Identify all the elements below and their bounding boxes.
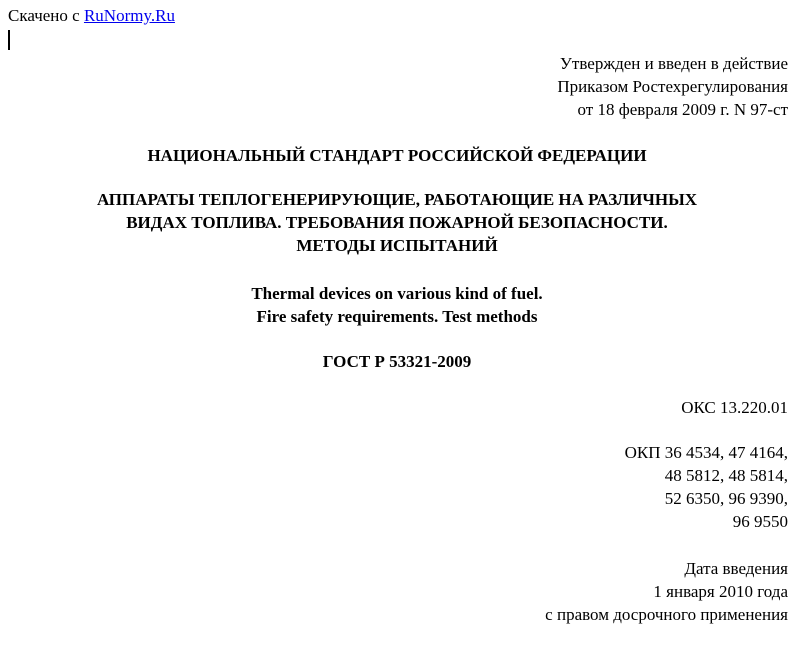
approval-line: от 18 февраля 2009 г. N 97-ст xyxy=(577,100,788,119)
effective-date-block xyxy=(545,557,788,626)
okp-line: 52 6350, 96 9390, xyxy=(664,489,788,508)
title-line: ВИДАХ ТОПЛИВА. ТРЕБОВАНИЯ ПОЖАРНОЙ БЕЗОПАСНОСТИ. xyxy=(126,213,668,232)
text-cursor xyxy=(8,30,10,50)
approval-line: Приказом Ростехрегулирования xyxy=(557,77,788,96)
gost-code-text: ГОСТ Р 53321-2009 xyxy=(322,352,472,371)
runormy-link[interactable]: RuNormy.Ru xyxy=(83,6,175,25)
okp-line: ОКП 36 4534, 47 4164, xyxy=(624,443,788,462)
title-line: МЕТОДЫ ИСПЫТАНИЙ xyxy=(296,236,498,255)
okp-line: 48 5812, 48 5814, xyxy=(664,466,788,485)
english-title xyxy=(0,282,794,328)
effective-line: Дата введения xyxy=(684,559,788,578)
downloaded-prefix: Скачено с xyxy=(8,6,80,25)
oks-code-text: ОКС 13.220.01 xyxy=(681,398,788,417)
approval-block xyxy=(557,52,788,121)
oks-code xyxy=(681,396,788,419)
english-title-line: Fire safety requirements. Test methods xyxy=(256,307,538,326)
okp-codes xyxy=(625,441,788,533)
gost-code xyxy=(0,350,794,373)
english-title-line: Thermal devices on various kind of fuel. xyxy=(251,284,543,303)
approval-line: Утвержден и введен в действие xyxy=(559,54,788,73)
okp-line: 96 9550 xyxy=(732,512,788,531)
download-source-line xyxy=(8,6,175,26)
effective-line: с правом досрочного применения xyxy=(545,605,788,624)
standard-heading xyxy=(0,144,794,167)
standard-title xyxy=(0,188,794,257)
effective-line: 1 января 2010 года xyxy=(653,582,788,601)
title-line: АППАРАТЫ ТЕПЛОГЕНЕРИРУЮЩИЕ, РАБОТАЮЩИЕ НА РАЗЛИЧНЫХ xyxy=(96,190,698,209)
standard-heading-text: НАЦИОНАЛЬНЫЙ СТАНДАРТ РОССИЙСКОЙ ФЕДЕРАЦИИ xyxy=(147,146,647,165)
